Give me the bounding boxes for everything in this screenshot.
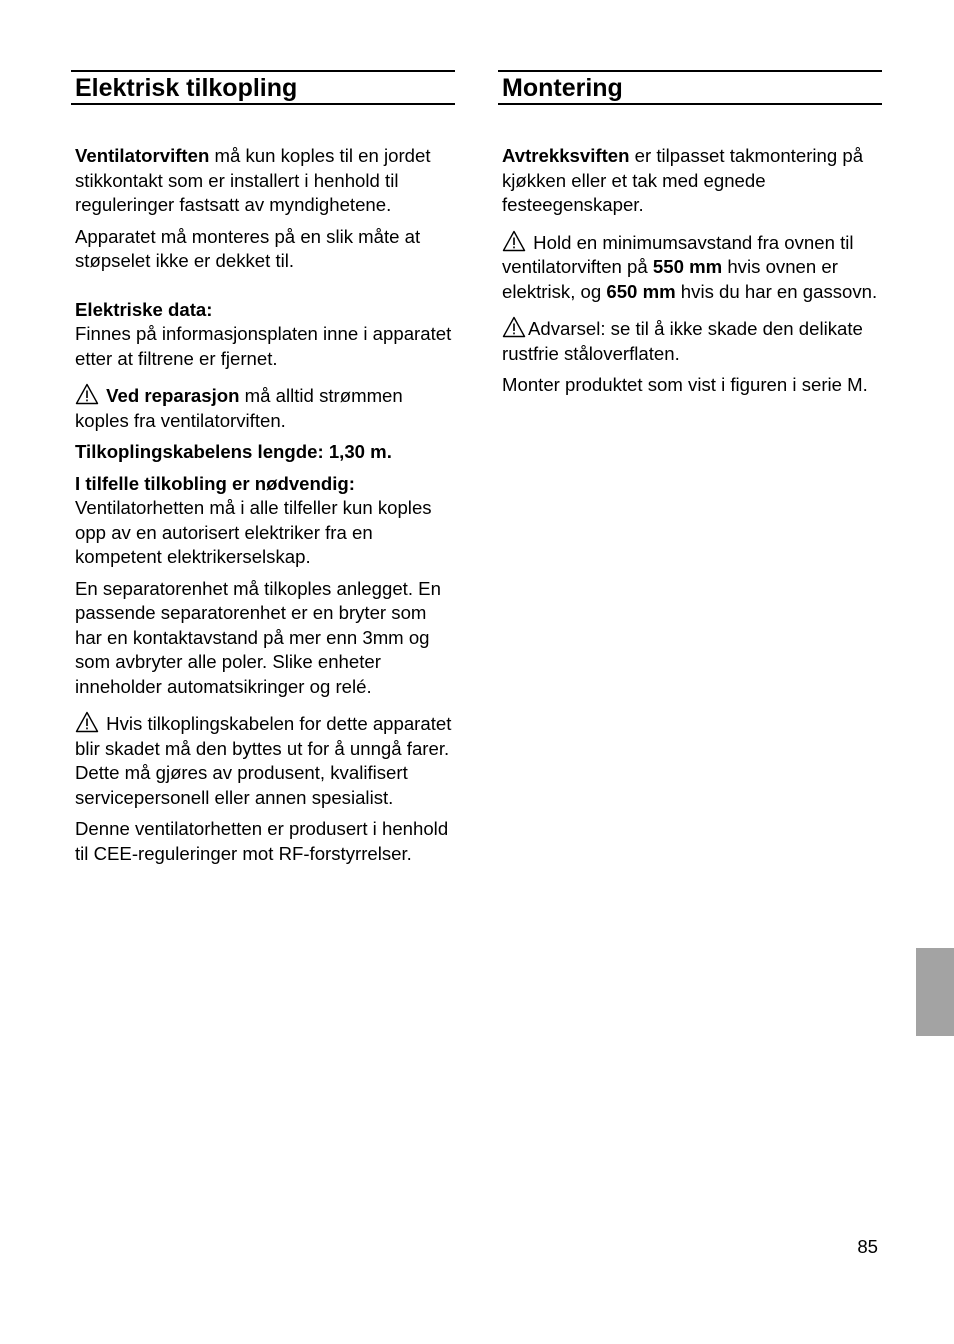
paragraph-monter-produktet: Monter produktet som vist i figuren i serie M. — [502, 374, 868, 395]
paragraph-stopselet: Apparatet må monteres på en slik måte at støpselet ikke er dekket til. — [75, 225, 421, 271]
paragraph-text: må alltid strømmen koples fra ventilatorviften. — [75, 385, 403, 431]
page-number: 85 — [857, 1236, 878, 1257]
paragraph-text: hvis du har en gassovn. — [675, 280, 878, 302]
paragraph-text: Hvis tilkoplingskabelen for dette apparatet blir skadet må den byttes ut for å unngå farer. Dette må gjøres av produsent, kvalifisert servicepersonell eller annen spesialist. — [75, 713, 452, 808]
bold-term: Ventilatorviften — [75, 145, 210, 166]
bold-term: 650 mm — [606, 280, 676, 302]
paragraph-advarsel — [498, 316, 882, 366]
paragraph-text: Finnes på informasjonsplaten inne i apparatet etter at filtrene er fjernet. — [75, 323, 452, 369]
bold-term: Ved reparasjon — [106, 385, 240, 406]
paragraph-tilkobling-nodvendig — [71, 472, 455, 570]
left-column — [71, 70, 455, 873]
warning-triangle-icon — [75, 711, 99, 733]
bold-term: Avtrekksviften — [502, 145, 630, 166]
paragraph-kabel-skadet — [71, 711, 455, 810]
paragraph-text: er tilpasset takmontering på kjøkken eller et tak med egnede festeegenskaper. — [502, 145, 864, 215]
bold-term: Elektriske data: — [75, 298, 213, 320]
paragraph-separatorenhet: En separatorenhet må tilkoples anlegget. En passende separatorenhet er en bryter som har en kontaktavstand på mer enn 3mm og som avbryter alle poler. Slike enheter inneholder automatsikringer og relé. — [75, 577, 441, 697]
bold-term: 550 mm — [652, 256, 723, 277]
paragraph-text: Ventilatorhetten må i alle tilfeller kun koples opp av en autorisert elektriker fra en kompetent elektrikerselskap. — [75, 497, 432, 567]
warning-triangle-icon — [502, 316, 526, 338]
section-heading-montering: Montering — [498, 70, 882, 105]
paragraph-cee-reguleringer: Denne ventilatorhetten er produsert i henhold til CEE-reguleringer mot RF-forstyrrelser. — [75, 818, 449, 864]
paragraph-text: Advarsel: se til å ikke skade den delikate rustfrie ståloverflaten. — [502, 318, 863, 364]
right-column — [498, 70, 882, 405]
paragraph-minimumsavstand — [498, 230, 882, 305]
bold-term: Tilkoplingskabelens lengde: 1,30 m. — [75, 441, 392, 462]
paragraph-ved-reparasjon — [71, 383, 455, 433]
paragraph-text: Hold en minimumsavstand fra ovnen til ventilatorviften på — [502, 231, 854, 277]
paragraph-ventilatorviften — [71, 144, 455, 218]
bold-term: I tilfelle tilkobling er nødvendig: — [75, 472, 355, 494]
page-thumb-tab — [916, 948, 954, 1036]
warning-triangle-icon — [75, 383, 99, 405]
paragraph-avtrekksviften — [498, 144, 882, 218]
paragraph-kabel-lengde — [71, 440, 455, 465]
section-heading-elektrisk-tilkopling: Elektrisk tilkopling — [71, 70, 455, 105]
paragraph-elektriske-data — [71, 298, 455, 372]
warning-triangle-icon — [502, 230, 526, 252]
paragraph-text: hvis ovnen er elektrisk, og — [502, 256, 838, 302]
paragraph-text: må kun koples til en jordet stikkontakt som er installert i henhold til reguleringer fastsatt av myndighetene. — [75, 145, 431, 215]
